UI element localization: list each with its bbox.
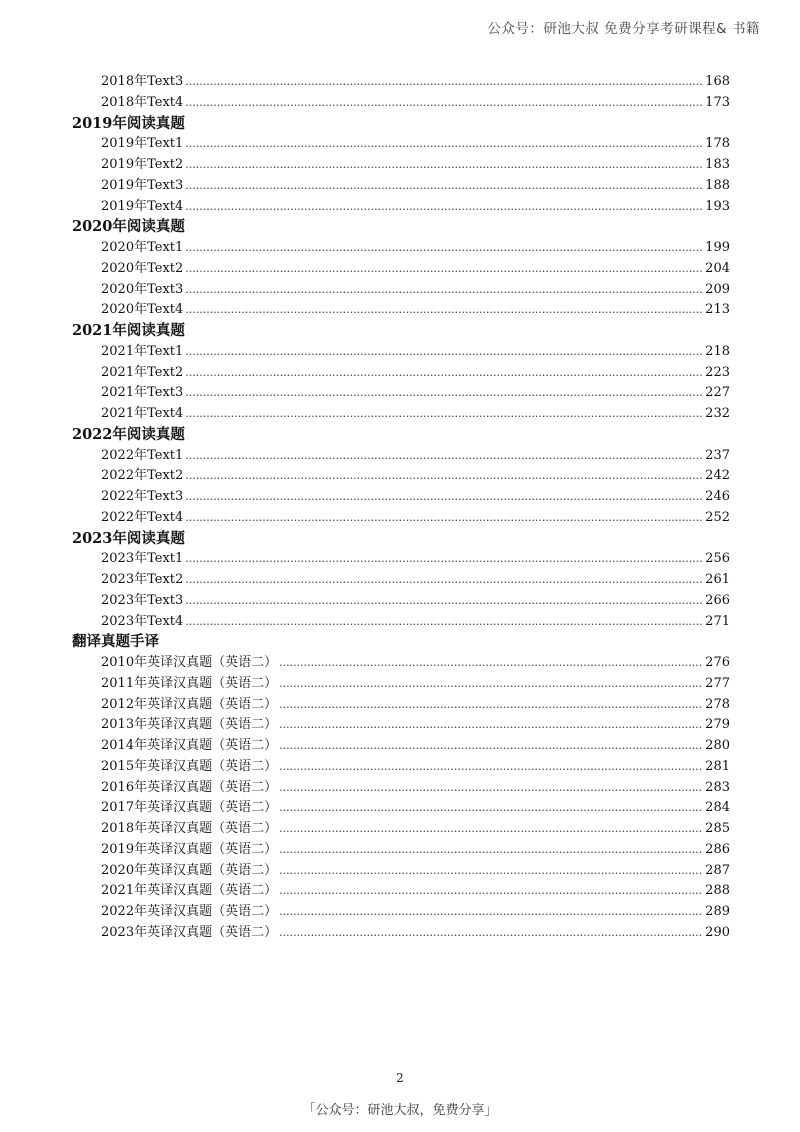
toc-entry[interactable] (72, 342, 730, 363)
toc-entry[interactable] (72, 446, 730, 467)
toc-entry-label: 2019年Text3 (101, 177, 184, 193)
toc-entry-label: 2014年英译汉真题（英语二） (101, 738, 278, 753)
toc-entry[interactable] (72, 881, 730, 902)
dot-leader (185, 176, 703, 197)
toc-entry-label: 2022年Text2 (101, 468, 184, 484)
dot-leader (185, 155, 703, 176)
toc-section-heading: 2022年阅读真题 (72, 425, 185, 443)
dot-leader (185, 72, 703, 93)
toc-entry-label: 2021年Text2 (101, 364, 184, 380)
toc-section-heading: 翻译真题手译 (72, 633, 159, 651)
toc-entry-label: 2018年Text4 (101, 94, 184, 110)
toc-entry-label: 2015年英译汉真题（英语二） (101, 758, 278, 774)
toc-entry-label: 2023年Text1 (101, 551, 184, 567)
dot-leader (185, 591, 703, 612)
toc-entry[interactable] (72, 674, 730, 695)
toc-entry-label: 2022年Text1 (101, 447, 184, 463)
header-watermark: 公众号：研池大叔 免费分享考研课程& 书籍 (487, 21, 760, 37)
toc-entry[interactable] (72, 757, 730, 778)
dot-leader (279, 881, 703, 902)
dot-leader (279, 902, 703, 923)
toc-entry-label: 2023年英译汉真题（英语二） (101, 924, 278, 940)
toc-entry-page-number: 288 (705, 883, 730, 899)
toc-entry-page-number: 278 (705, 696, 730, 712)
toc-entry[interactable] (72, 300, 730, 321)
toc-entry-label: 2019年Text1 (101, 136, 184, 152)
toc-entry-page-number: 266 (705, 592, 730, 608)
toc-entry[interactable] (72, 840, 730, 861)
toc-entry-page-number: 227 (705, 385, 730, 401)
toc-entry[interactable] (72, 508, 730, 529)
dot-leader (185, 363, 703, 384)
toc-entry-page-number: 209 (705, 281, 730, 297)
toc-entry[interactable] (72, 363, 730, 384)
toc-section-heading: 2021年阅读真题 (72, 322, 185, 339)
dot-leader (279, 819, 703, 840)
dot-leader (185, 383, 703, 404)
dot-leader (279, 778, 703, 799)
toc-entry-page-number: 173 (705, 94, 730, 110)
toc-entry[interactable] (72, 736, 730, 757)
toc-entry[interactable] (72, 923, 730, 944)
toc-entry-page-number: 283 (705, 779, 730, 795)
dot-leader (279, 923, 703, 944)
toc-entry-label: 2021年Text3 (101, 385, 184, 401)
toc-entry-page-number: 277 (705, 675, 730, 691)
toc-entry[interactable] (72, 653, 730, 674)
dot-leader (279, 715, 703, 736)
toc-entry-page-number: 218 (705, 343, 730, 359)
dot-leader (185, 446, 703, 467)
toc-entry[interactable] (72, 549, 730, 570)
toc-entry[interactable] (72, 134, 730, 155)
toc-entry[interactable] (72, 612, 730, 633)
toc-entry-label: 2019年Text4 (101, 198, 184, 214)
toc-entry-label: 2018年英译汉真题（英语二） (101, 821, 278, 836)
toc-entry-page-number: 246 (705, 489, 730, 504)
toc-entry-label: 2021年英译汉真题（英语二） (101, 883, 278, 899)
toc-entry-label: 2021年Text4 (101, 406, 184, 421)
toc-entry[interactable] (72, 72, 730, 93)
toc-entry[interactable] (72, 487, 730, 508)
dot-leader (185, 508, 703, 529)
toc-entry-page-number: 256 (705, 551, 730, 567)
dot-leader (185, 238, 703, 259)
toc-entry-label: 2022年英译汉真题（英语二） (101, 904, 278, 919)
toc-entry-label: 2020年Text3 (101, 281, 184, 297)
dot-leader (185, 93, 703, 114)
toc-entry[interactable] (72, 280, 730, 301)
toc-entry-page-number: 242 (705, 468, 730, 484)
toc-entry[interactable] (72, 902, 730, 923)
dot-leader (185, 280, 703, 301)
toc-entry-page-number: 281 (705, 758, 730, 774)
dot-leader (279, 840, 703, 861)
toc-entry[interactable] (72, 591, 730, 612)
toc-entry[interactable] (72, 197, 730, 218)
toc-entry-page-number: 271 (705, 613, 730, 629)
toc-entry-page-number: 199 (705, 240, 730, 255)
toc-entry-page-number: 204 (705, 260, 730, 276)
dot-leader (185, 549, 703, 570)
toc-entry[interactable] (72, 155, 730, 176)
toc-entry-label: 2022年Text3 (101, 489, 184, 504)
dot-leader (185, 134, 703, 155)
dot-leader (185, 300, 703, 321)
dot-leader (185, 612, 703, 633)
toc-entry-label: 2023年Text2 (101, 572, 184, 587)
toc-entry-page-number: 183 (705, 157, 730, 172)
toc-entry[interactable] (72, 238, 730, 259)
toc-entry-label: 2019年Text2 (101, 157, 184, 172)
toc-entry-page-number: 261 (705, 572, 730, 587)
toc-entry-label: 2012年英译汉真题（英语二） (101, 696, 278, 712)
toc-entry[interactable] (72, 176, 730, 197)
toc-entry[interactable] (72, 861, 730, 882)
page-number: 2 (396, 1071, 404, 1085)
toc-entry-page-number: 279 (705, 717, 730, 733)
footer-watermark: 「公众号：研池大叔，免费分享」 (302, 1103, 498, 1118)
toc-entry[interactable] (72, 404, 730, 425)
dot-leader (279, 695, 703, 716)
toc-entry-page-number: 287 (705, 862, 730, 878)
toc-entry-page-number: 223 (705, 364, 730, 380)
toc-entry[interactable] (72, 383, 730, 404)
toc-entry[interactable] (72, 259, 730, 280)
dot-leader (185, 466, 703, 487)
toc-entry-label: 2020年Text4 (101, 302, 184, 318)
toc-entry-label: 2010年英译汉真题（英语二） (101, 655, 278, 670)
toc-entry-page-number: 213 (705, 302, 730, 318)
dot-leader (279, 674, 703, 695)
dot-leader (279, 736, 703, 757)
toc-entry-page-number: 193 (705, 198, 730, 214)
toc-entry-label: 2011年英译汉真题（英语二） (101, 675, 278, 691)
toc-entry-page-number: 276 (705, 655, 730, 670)
toc-section-heading: 2019年阅读真题 (72, 114, 185, 132)
dot-leader (185, 404, 703, 425)
dot-leader (279, 653, 703, 674)
toc-entry-page-number: 290 (705, 924, 730, 940)
toc-entry-label: 2021年Text1 (101, 343, 184, 359)
toc-entry[interactable] (72, 570, 730, 591)
toc-entry-page-number: 284 (705, 800, 730, 816)
toc-entry[interactable] (72, 798, 730, 819)
toc-entry-label: 2020年Text1 (101, 240, 184, 255)
toc-entry-label: 2016年英译汉真题（英语二） (101, 779, 278, 795)
toc-section-heading: 2020年阅读真题 (72, 218, 185, 236)
dot-leader (185, 197, 703, 218)
toc-entry[interactable] (72, 695, 730, 716)
toc-entry-page-number: 280 (705, 738, 730, 753)
toc-entry-page-number: 232 (705, 406, 730, 421)
toc-entry-page-number: 178 (705, 136, 730, 152)
toc-entry-page-number: 289 (705, 904, 730, 919)
dot-leader (185, 487, 703, 508)
dot-leader (279, 757, 703, 778)
toc-entry-label: 2023年Text3 (101, 592, 184, 608)
toc-entry-label: 2020年英译汉真题（英语二） (101, 862, 278, 878)
toc-entry-label: 2020年Text2 (101, 260, 184, 276)
toc-entry-label: 2023年Text4 (101, 613, 184, 629)
dot-leader (279, 798, 703, 819)
toc-entry-label: 2022年Text4 (101, 509, 184, 525)
table-of-contents (72, 72, 730, 944)
dot-leader (185, 259, 703, 280)
toc-entry[interactable] (72, 778, 730, 799)
toc-entry-page-number: 285 (705, 821, 730, 836)
toc-entry-page-number: 286 (705, 841, 730, 857)
toc-entry-page-number: 252 (705, 509, 730, 525)
toc-entry[interactable] (72, 466, 730, 487)
toc-entry-label: 2019年英译汉真题（英语二） (101, 841, 278, 857)
toc-entry-label: 2018年Text3 (101, 74, 184, 89)
toc-entry[interactable] (72, 93, 730, 114)
toc-entry-page-number: 188 (705, 177, 730, 193)
toc-entry-page-number: 237 (705, 447, 730, 463)
dot-leader (185, 570, 703, 591)
toc-entry-label: 2013年英译汉真题（英语二） (101, 717, 278, 733)
dot-leader (185, 342, 703, 363)
toc-entry[interactable] (72, 819, 730, 840)
toc-entry-label: 2017年英译汉真题（英语二） (101, 800, 278, 816)
toc-entry-page-number: 168 (705, 74, 730, 89)
toc-section-heading: 2023年阅读真题 (72, 529, 185, 547)
dot-leader (279, 861, 703, 882)
toc-entry[interactable] (72, 715, 730, 736)
